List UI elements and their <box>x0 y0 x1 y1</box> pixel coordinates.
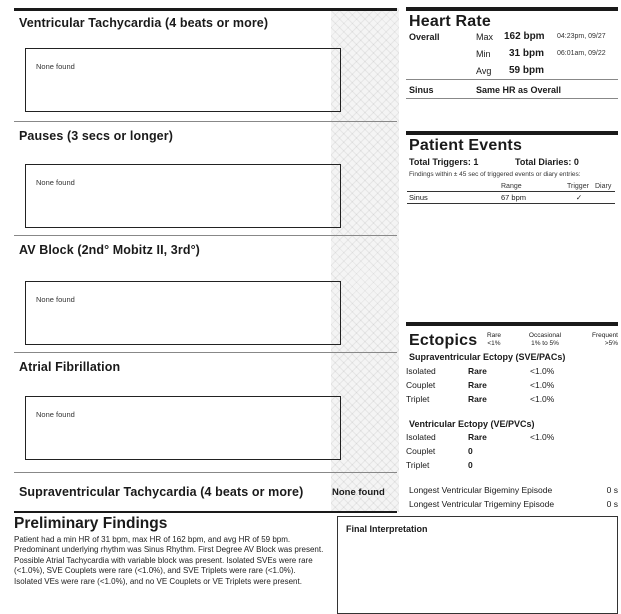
overall-label: Overall <box>409 32 440 42</box>
av-title: AV Block (2nd° Mobitz II, 3rd°) <box>19 243 200 257</box>
hr-divider <box>406 79 618 80</box>
legend-rare <box>483 332 505 348</box>
event-range: 67 bpm <box>499 192 565 204</box>
avg-value: 59 bpm <box>509 65 545 76</box>
legend-freq-pct: >5% <box>604 340 618 347</box>
av-findings-box <box>25 281 341 345</box>
af-title: Atrial Fibrillation <box>19 360 121 374</box>
sve-title: Supraventricular Ectopy (SVE/PACs) <box>409 352 566 362</box>
legend-occ-label: Occasional <box>528 332 562 339</box>
diary-header: Diary <box>595 183 612 190</box>
vt-box-text: None found <box>36 62 75 71</box>
events-note: Findings within ± 45 sec of triggered events or diary entries: <box>409 171 581 178</box>
range-header: Range <box>501 183 522 190</box>
af-box-text: None found <box>36 410 75 419</box>
sve-triplet-value: Rare <box>468 394 487 404</box>
ve-isolated-pct: <1.0% <box>530 432 555 442</box>
bigeminy-label: Longest Ventricular Bigeminy Episode <box>409 485 553 495</box>
trigger-header: Trigger <box>567 183 589 190</box>
sve-isolated-value: Rare <box>468 366 487 376</box>
section-divider <box>14 511 397 513</box>
ve-title: Ventricular Ectopy (VE/PVCs) <box>409 419 535 429</box>
svt-section <box>14 472 397 501</box>
ve-couplet-value: 0 <box>468 446 473 456</box>
event-trigger-check: ✓ <box>565 192 593 204</box>
patient-events-title: Patient Events <box>409 137 523 154</box>
max-value: 162 bpm <box>504 31 545 42</box>
preliminary-findings-text: Patient had a min HR of 31 bpm, max HR of 162 bpm, and avg HR of 59 bpm. Predominant underlying rhythm was Sinus Rhythm. First Degree AV Block was present. Possible Atrial Tachycardia with variable block was present. Isolated SVEs were rare (<1.0%), SVE Couplets were rare (<1.0%), and SVE Triplets were rare (<1.0%). Isolated VEs were rare (<1.0%), and no VE Couplets or VE Triplets were present. <box>14 535 324 586</box>
avg-label: Avg <box>476 66 492 76</box>
sve-isolated-pct: <1.0% <box>530 366 555 376</box>
sve-couplet-pct: <1.0% <box>530 380 555 390</box>
legend-frequent <box>582 332 618 348</box>
sve-isolated-label: Isolated <box>406 366 436 376</box>
event-label: Sinus <box>407 192 499 204</box>
svt-title: Supraventricular Tachycardia (4 beats or more) <box>19 485 304 499</box>
ectopics-title: Ectopics <box>409 332 478 349</box>
legend-rare-label: Rare <box>486 332 502 339</box>
sve-triplet-label: Triplet <box>406 394 430 404</box>
final-interpretation-title: Final Interpretation <box>346 524 428 534</box>
ve-triplet-label: Triplet <box>406 460 430 470</box>
sve-couplet-label: Couplet <box>406 380 436 390</box>
vt-findings-box <box>25 48 341 112</box>
preliminary-findings-title: Preliminary Findings <box>14 515 168 532</box>
af-findings-box <box>25 396 341 460</box>
vt-section <box>14 8 397 71</box>
vt-title: Ventricular Tachycardia (4 beats or more) <box>19 16 269 30</box>
total-triggers: Total Triggers: 1 <box>409 157 479 167</box>
final-interpretation-box[interactable] <box>337 516 618 614</box>
sinus-value: Same HR as Overall <box>476 85 562 95</box>
min-time: 06:01am, 09/22 <box>557 50 606 57</box>
ve-couplet-label: Couplet <box>406 446 436 456</box>
table-row <box>407 192 615 204</box>
af-section <box>14 352 397 419</box>
section-rule <box>406 131 618 135</box>
sinus-label: Sinus <box>409 85 434 95</box>
legend-occ-pct: 1% to 5% <box>531 340 559 347</box>
legend-occasional <box>522 332 568 348</box>
sve-couplet-value: Rare <box>468 380 487 390</box>
trigeminy-label: Longest Ventricular Trigeminy Episode <box>409 499 555 509</box>
min-value: 31 bpm <box>509 48 545 59</box>
total-diaries: Total Diaries: 0 <box>515 157 579 167</box>
min-label: Min <box>476 49 491 59</box>
ve-isolated-value: Rare <box>468 432 487 442</box>
av-box-text: None found <box>36 295 75 304</box>
heart-rate-title: Heart Rate <box>409 13 492 30</box>
hatched-separator <box>331 8 399 512</box>
event-diary <box>593 192 615 204</box>
legend-freq-label: Frequent <box>591 332 618 339</box>
section-rule <box>406 7 618 11</box>
ve-triplet-value: 0 <box>468 460 473 470</box>
pauses-section <box>14 121 397 187</box>
section-rule <box>14 8 397 11</box>
sve-triplet-pct: <1.0% <box>530 394 555 404</box>
pauses-findings-box <box>25 164 341 228</box>
section-rule <box>406 322 618 326</box>
legend-rare-pct: <1% <box>487 340 501 347</box>
ve-isolated-label: Isolated <box>406 432 436 442</box>
heart-rate-section <box>406 7 618 31</box>
max-time: 04:23pm, 09/27 <box>557 33 606 40</box>
patient-events-section <box>406 131 618 155</box>
events-header-row <box>407 182 615 192</box>
bigeminy-value: 0 s <box>606 485 618 495</box>
max-label: Max <box>476 32 494 42</box>
trigeminy-value: 0 s <box>606 499 618 509</box>
svt-status: None found <box>332 487 385 498</box>
pauses-title: Pauses (3 secs or longer) <box>19 129 173 143</box>
events-table <box>407 182 615 204</box>
av-section <box>14 235 397 304</box>
hr-divider <box>406 98 618 99</box>
pauses-box-text: None found <box>36 178 75 187</box>
